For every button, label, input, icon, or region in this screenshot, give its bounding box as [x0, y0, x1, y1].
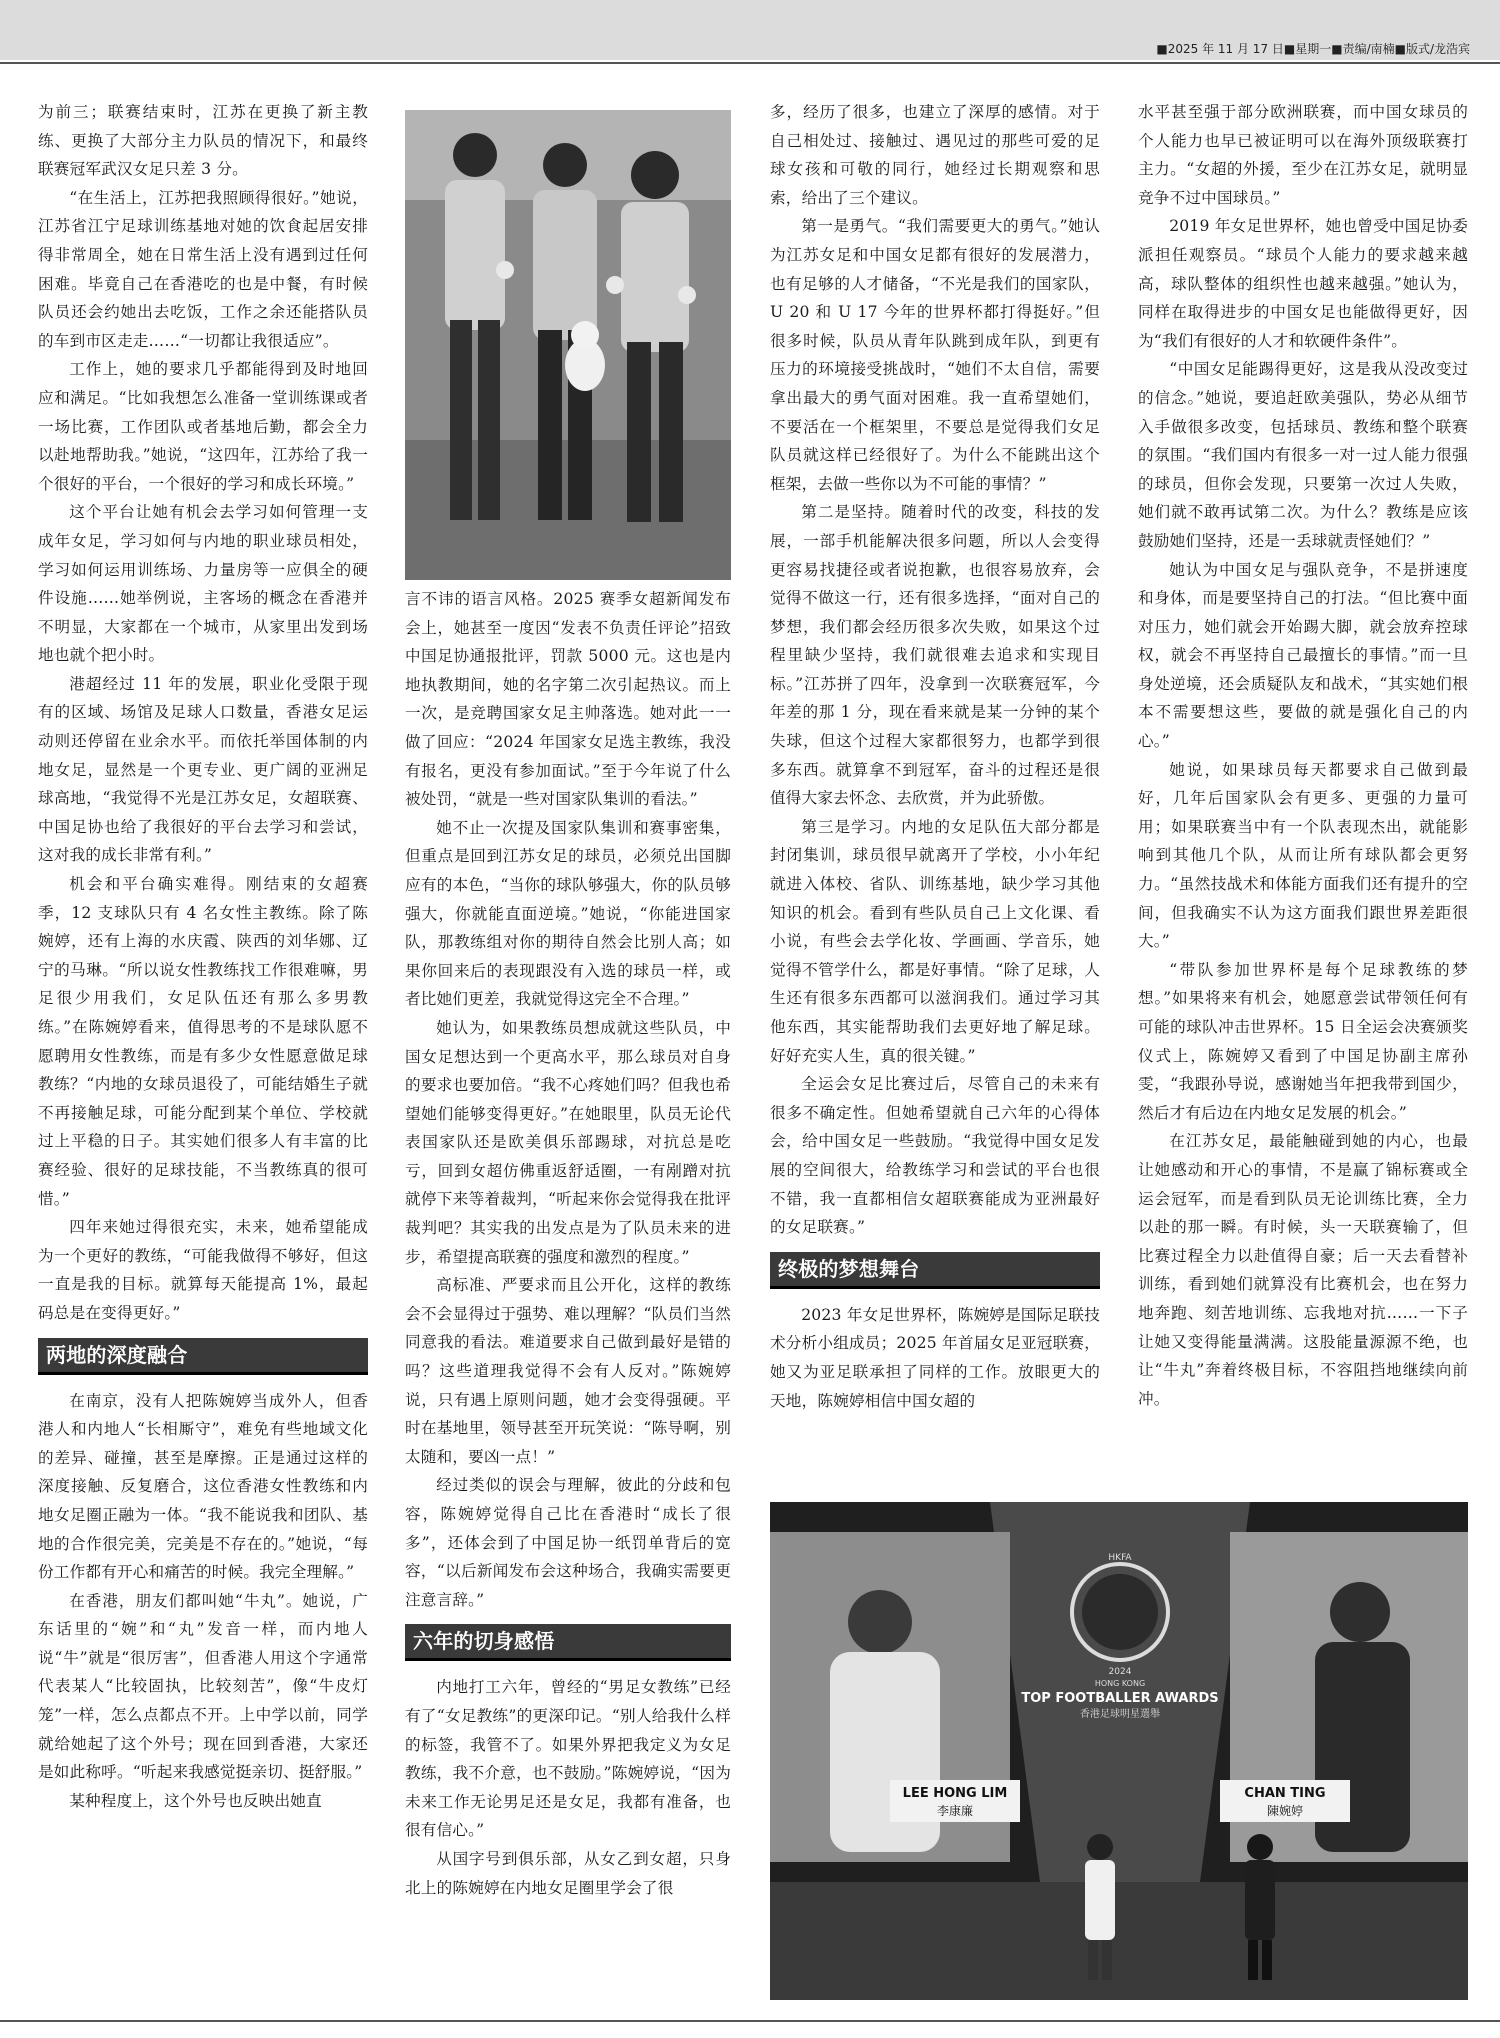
paragraph: 水平甚至强于部分欧洲联赛，而中国女球员的个人能力也早已被证明可以在海外顶级联赛打主力。“女超的外援，至少在江苏女足，就明显竞争不过中国球员。”: [1138, 103, 1468, 207]
award-title-cn: 香港足球明星選舉: [1080, 1709, 1160, 1720]
paragraph: 经过类似的误会与理解，彼此的分歧和包容，陈婉婷觉得自己比在香港时“成长了很多”，还体会到了中国足协一纸罚单背后的宽容，“以后新闻发布会这种场合，我确实需要更注意言辞。”: [405, 1476, 731, 1609]
paragraph: 多，经历了很多，也建立了深厚的感情。对于自己相处过、接触过、遇见过的那些可爱的足球女孩和可敬的同行，她经过长期观察和思索，给出了三个建议。: [770, 103, 1100, 207]
paragraph: 为前三；联赛结束时，江苏在更换了新主教练、更换了大部分主力队员的情况下，和最终联赛冠军武汉女足只差 3 分。: [38, 103, 368, 179]
paragraph: 某种程度上，这个外号也反映出她直: [69, 1791, 322, 1810]
paragraph: 她说，如果球员每天都要求自己做到最好，几年后国家队会有更多、更强的力量可用；如果联赛当中有一个队表现杰出，就能影响到其他几个队，从而让所有球队都会更努力。“虽然技战术和体能方面我们还有提升的空间，但我确实不认为这方面我们跟世界差距很大。”: [1138, 760, 1468, 951]
section-heading: 终极的梦想舞台: [770, 1252, 1100, 1289]
award-region: HONG KONG: [1094, 1679, 1146, 1688]
paragraph: 第三是学习。内地的女足队伍大部分都是封闭集训，球员很早就离开了学校，小小年纪就进入体校、省队、训练基地，缺少学习其他知识的机会。看到有些队员自己上文化课、看小说，有些会去学化妆、学画画、学音乐，她觉得不管学什么，都是好事情。“除了足球，人生还有很多东西都可以滋润我们。通过学习其他东西，其实能帮助我们去更好地了解足球。好好充实人生，真的很关键。”: [770, 817, 1100, 1065]
paragraph: 言不讳的语言风格。2025 赛季女超新闻发布会上，她甚至一度因“发表不负责任评论”招致中国足协通报批评，罚款 5000 元。这也是内地执教期间，她的名字第二次引起热议。而上一次，是竞聘国家女足主帅落选。她对此一一做了回应：“2024 年国家女足选主教练，我没有报名，更没有参加面试。”至于今年说了什么被处罚，“就是一些对国家队集训的看法。”: [405, 590, 731, 809]
paragraph: 高标准、严要求而且公开化，这样的教练会不会显得过于强势、难以理解？“队员们当然同意我的看法。难道要求自己做到最好是错的吗？这些道理我觉得不会有人反对。”陈婉婷说，只有遇上原则问题，她才会变得强硬。平时在基地里，领导甚至开玩笑说：“陈导啊，别太随和，要凶一点！”: [405, 1276, 731, 1466]
footer-rule: [0, 2020, 1500, 2022]
section-heading: 六年的切身感悟: [405, 1624, 731, 1661]
paragraph: 在香港，朋友们都叫她“牛丸”。她说，广东话里的“婉”和“丸”发音一样，而内地人说“牛”就是“很厉害”，但香港人用这个字通常代表某人“比较固执，比较刻苦”，像“牛皮灯笼”一样，怎么点都点不开。上中学以前，同学就给她起了这个外号；现在回到香港，大家还是如此称呼。“听起来我感觉挺亲切、挺舒服。”: [38, 1591, 368, 1782]
paragraph: 港超经过 11 年的发展，职业化受限于现有的区域、场馆及足球人口数量，香港女足运动则还停留在业余水平。而依托举国体制的内地女足，显然是一个更专业、更广阔的亚洲足球高地，“我觉得不光是江苏女足，女超联赛、中国足协也给了我很好的平台去学习和尝试，这对我的成长非常有利。”: [38, 674, 368, 865]
nameplate-left: LEE HONG LIM: [902, 1786, 1008, 1801]
paragraph: 2019 年女足世界杯，她也曾受中国足协委派担任观察员。“球员个人能力的要求越来越高，球队整体的组织性也越来越强。”她认为，同样在取得进步的中国女足也能做得更好，因为“我们有很好的人才和软硬件条件”。: [1138, 217, 1468, 350]
paragraph: 工作上，她的要求几乎都能得到及时地回应和满足。“比如我想怎么准备一堂训练课或者一场比赛，工作团队或者基地后勤，都会全力以赴地帮助我。”她说，“这四年，江苏给了我一个很好的平台，一个很好的学习和成长环境。”: [38, 360, 368, 493]
paragraph: 第一是勇气。“我们需要更大的勇气。”她认为江苏女足和中国女足都有很好的发展潜力，也有足够的人才储备，“不光是我们的国家队，U 20 和 U 17 今年的世界杯都打得挺好。”但很多时候，队员从青年队跳到成年队，到更有压力的环境接受挑战时，“她们不太自信，需要拿出最大的勇气面对困难。我一直希望她们，不要活在一个框架里，不要总是觉得我们女足队员就这样已经很好了。为什么不能跳出这个框架，去做一些你以为不可能的事情？”: [770, 217, 1101, 493]
paragraph: “在生活上，江苏把我照顾得很好。”她说，江苏省江宁足球训练基地对她的饮食起居安排得非常周全，她在日常生活上没有遇到过任何困难。毕竟自己在香港吃的也是中餐，有时候队员还会约她出去吃饭，工作之余还能搭队员的车到市区走走……“一切都让我很适应”。: [38, 188, 368, 350]
paragraph: 第二是坚持。随着时代的改变，科技的发展，一部手机能解决很多问题，所以人会变得更容易找捷径或者说抱歉，也很容易放弃，会觉得不做这一行，还有很多选择，“面对自己的梦想，我们都会经历很多次失败，如果这个过程里缺少坚持，我们就很难去追求和实现目标。”江苏拼了四年，没拿到一次联赛冠军，今年差的那 1 分，现在看来就是某一分钟的某个失球，但这个过程大家都很努力，也都学到很多东西。就算拿不到冠军，奋斗的过程还是很值得大家去怀念、去欣赏，并为此骄傲。: [770, 503, 1100, 808]
award-title: TOP FOOTBALLER AWARDS: [1021, 1691, 1219, 1706]
paragraph: 全运会女足比赛过后，尽管自己的未来有很多不确定性。但她希望就自己六年的心得体会，给中国女足一些鼓励。“我觉得中国女足发展的空间很大，给教练学习和尝试的平台也很不错，我一直都相信女超联赛能成为亚洲最好的女足联赛。”: [770, 1075, 1100, 1237]
column-1: [38, 98, 368, 1815]
column-2: [405, 585, 731, 1902]
column-4: [1138, 98, 1468, 1413]
awards-stage-photo: [770, 1502, 1468, 2000]
nameplate-left-cn: 李康廉: [936, 1804, 974, 1818]
header-rule: [0, 62, 1500, 64]
paragraph: 她不止一次提及国家队集训和赛事密集，但重点是回到江苏女足的球员，必须兑出国脚应有的本色，“当你的球队够强大，你的队员够强大，你就能直面逆境。”她说，“你能进国家队，那教练组对你的期待自然会比别人高；如果你回来后的表现跟没有入选的球员一样，或者比她们更差，我就觉得这完全不合理。”: [405, 818, 731, 1009]
paragraph: 在南京，没有人把陈婉婷当成外人，但香港人和内地人“长相厮守”，难免有些地域文化的差异、碰撞，甚至是摩擦。正是通过这样的深度接触、反复磨合，这位香港女性教练和内地女足圈正融为一体。“我不能说我和团队、基地的合作很完美，完美是不存在的。”她说，“每份工作都有开心和痛苦的时候。我完全理解。”: [38, 1391, 368, 1582]
issue-info: ■2025 年 11 月 17 日■星期一■责编/南楠■版式/龙浩宾: [1156, 42, 1470, 56]
paragraph: 从国字号到俱乐部，从女乙到女超，只身北上的陈婉婷在内地女足圈里学会了很: [405, 1849, 731, 1897]
paragraph: 内地打工六年，曾经的“男足女教练”已经有了“女足教练”的更深印记。“别人给我什么样的标签，我管不了。如果外界把我定义为女足教练，我不介意，也不鼓励。”陈婉婷说，“因为未来工作无论男足还是女足，我都有准备，也很有信心。”: [405, 1678, 731, 1840]
section-heading: 两地的深度融合: [38, 1338, 368, 1375]
paragraph: “中国女足能踢得更好，这是我从没改变过的信念。”她说，要追赶欧美强队，势必从细节入手做很多改变，包括球员、教练和整个联赛的氛围。“我们国内有很多一对一过人能力很强的球员，但你会发现，只要第一次过人失败，她们就不敢再试第二次。为什么？教练是应该鼓励她们坚持，还是一丢球就责怪她们？”: [1138, 360, 1468, 550]
nameplate-right-cn: 陳婉婷: [1266, 1804, 1304, 1818]
paragraph: 她认为，如果教练员想成就这些队员，中国女足想达到一个更高水平，那么球员对自身的要求也要加倍。“我不心疼她们吗？但我也希望她们能够变得更好。”在她眼里，队员无论代表国家队还是欧美俱乐部踢球，对抗总是吃亏，回到女超仿佛重返舒适圈，一有剐蹭对抗就停下来等着裁判，“听起来你会觉得我在批评裁判吧？其实我的出发点是为了队员未来的进步，希望提高联赛的强度和激烈的程度。”: [405, 1018, 731, 1266]
column-3: [770, 98, 1100, 1415]
paragraph: 2023 年女足世界杯，陈婉婷是国际足联技术分析小组成员；2025 年首届女足亚冠联赛，她又为亚足联承担了同样的工作。放眼更大的天地，陈婉婷相信中国女超的: [770, 1305, 1100, 1410]
paragraph: “带队参加世界杯是每个足球教练的梦想。”如果将来有机会，她愿意尝试带领任何有可能的球队冲击世界杯。15 日全运会决赛颁奖仪式上，陈婉婷又看到了中国足协副主席孙雯，“我跟孙导说，感谢她当年把我带到国少，然后才有后边在内地女足发展的机会。”: [1138, 960, 1468, 1122]
coaches-photo: [405, 110, 731, 580]
paragraph: 四年来她过得很充实，未来，她希望能成为一个更好的教练，“可能我做得不够好，但这一直是我的目标。就算每天能提高 1%，最起码总是在变得更好。”: [38, 1218, 368, 1322]
paragraph: 在江苏女足，最能触碰到她的内心，也最让她感动和开心的事情，不是赢了锦标赛或全运会冠军，而是看到队员无论训练比赛，全力以赴的那一瞬。有时候，头一天联赛输了，但比赛过程全力以赴值得自豪；后一天去看替补训练，看到她们就算没有比赛机会，也在努力地奔跑、刻苦地训练、忘我地对抗……一下子让她又变得能量满满。这股能量源源不绝，也让“牛丸”奔着终极目标，不容阻挡地继续向前冲。: [1138, 1132, 1468, 1408]
hkfa-logo-text: HKFA: [1108, 1553, 1132, 1563]
paragraph: 她认为中国女足与强队竞争，不是拼速度和身体，而是要坚持自己的打法。“但比赛中面对压力，她们就会开始踢大脚，就会放弃控球权，就会不再坚持自己最擅长的事情。”而一旦身处逆境，还会质疑队友和战术，“其实她们根本不需要想这些，要做的就是强化自己的内心。”: [1138, 560, 1468, 751]
award-year: 2024: [1108, 1667, 1132, 1677]
nameplate-right: CHAN TING: [1244, 1786, 1326, 1801]
paragraph: 这个平台让她有机会去学习如何管理一支成年女足，学习如何与内地的职业球员相处，学习如何运用训练场、力量房等一应俱全的硬件设施……她举例说，主客场的概念在香港并不明显，大家都在一个城市，从家里出发到场地也就个把小时。: [38, 503, 368, 665]
paragraph: 机会和平台确实难得。刚结束的女超赛季，12 支球队只有 4 名女性主教练。除了陈婉婷，还有上海的水庆霞、陕西的刘华娜、辽宁的马琳。“所以说女性教练找工作很难嘛，男足很少用我们，女足队伍还有那么多男教练。”在陈婉婷看来，值得思考的不是球队愿不愿聘用女性教练，而是有多少女性愿意做足球教练？“内地的女球员退役了，可能结婚生子就不再接触足球，可能分配到某个单位、学校就过上平稳的日子。其实她们很多人有丰富的比赛经验、很好的足球技能，不当教练真的很可惜。”: [38, 875, 368, 1208]
